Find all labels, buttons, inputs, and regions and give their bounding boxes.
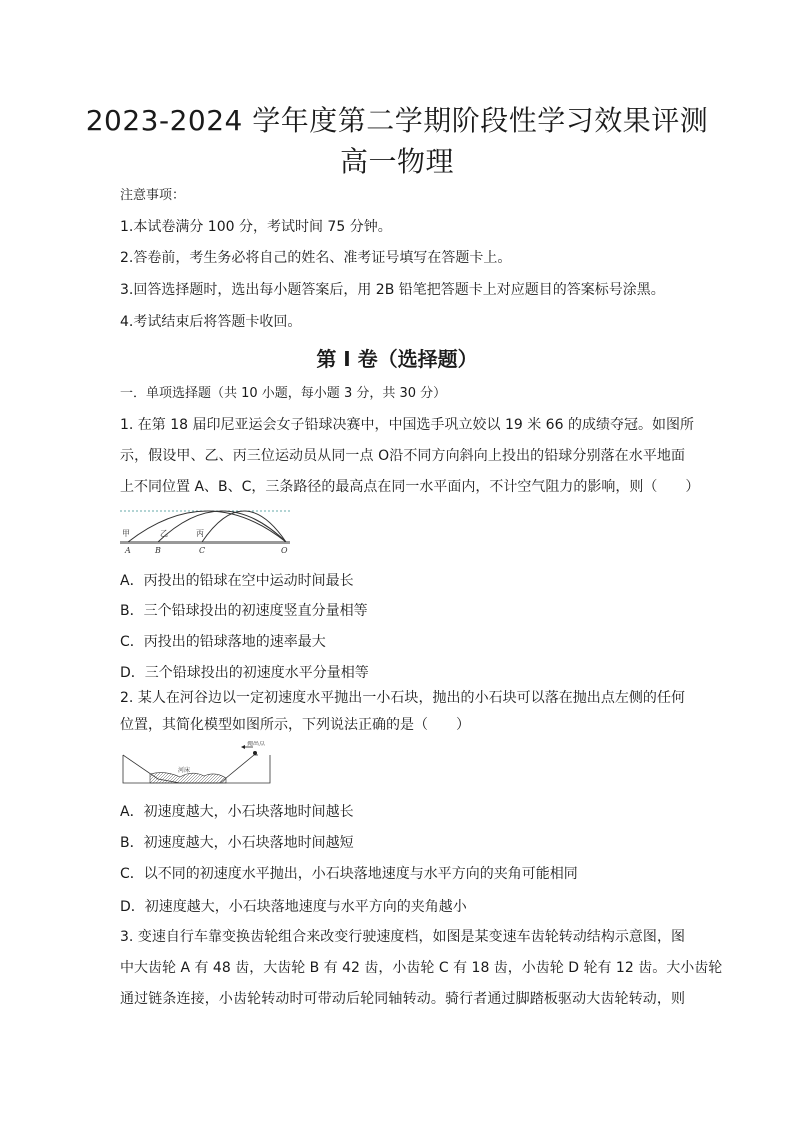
q2-option-c: C．以不同的初速度水平抛出，小石块落地速度与水平方向的夹角可能相同 <box>120 866 578 882</box>
q1-line-2: 示，假设甲、乙、丙三位运动员从同一点 O沿不同方向斜向上投出的铅球分别落在水平地面 <box>120 448 685 464</box>
label-yi: 乙 <box>160 529 168 538</box>
notice-item-1: 1.本试卷满分 100 分，考试时间 75 分钟。 <box>120 219 392 235</box>
notice-heading: 注意事项： <box>120 188 186 203</box>
exam-title: 2023-2024 学年度第二学期阶段性学习效果评测 <box>85 104 709 137</box>
q2-valley-figure <box>120 741 275 787</box>
q1-option-b: B．三个铅球投出的初速度竖直分量相等 <box>120 603 368 619</box>
label-jia: 甲 <box>122 529 130 538</box>
q1-option-c: C．丙投出的铅球落地的速率最大 <box>120 634 326 650</box>
q2-option-a: A．初速度越大，小石块落地时间越长 <box>120 804 354 820</box>
q1-option-a: A．丙投出的铅球在空中运动时间最长 <box>120 573 354 589</box>
q2-option-d: D．初速度越大，小石块落地速度与水平方向的夹角越小 <box>120 899 467 915</box>
q1-line-3: 上不同位置 A、B、C，三条路径的最高点在同一水平面内，不计空气阻力的影响，则（ ） <box>120 479 700 495</box>
label-C: C <box>199 546 206 555</box>
exam-subject: 高一物理 <box>339 145 454 178</box>
section-title: 第 I 卷（选择题） <box>316 347 478 371</box>
q1-option-d: D．三个铅球投出的初速度水平分量相等 <box>120 665 369 681</box>
q3-line-1: 3. 变速自行车靠变换齿轮组合来改变行驶速度档，如图是某变速车齿轮转动结构示意图，图 <box>120 929 685 945</box>
label-throw-point: 抛出点 <box>247 741 266 747</box>
label-B: B <box>155 546 161 555</box>
label-riverbed: 河床 <box>178 767 191 774</box>
part-heading: 一．单项选择题（共 10 小题，每小题 3 分，共 30 分） <box>120 386 447 401</box>
q3-line-2: 中大齿轮 A 有 48 齿，大齿轮 B 有 42 齿，小齿轮 C 有 18 齿，小齿轮 D 轮有 12 齿。大小齿轮 <box>120 960 723 976</box>
q1-line-1: 1. 在第 18 届印尼亚运会女子铅球决赛中，中国选手巩立姣以 19 米 66 的成绩夺冠。如图所 <box>120 417 694 433</box>
label-bing: 丙 <box>196 529 204 538</box>
notice-item-4: 4.考试结束后将答题卡收回。 <box>120 314 302 330</box>
q1-trajectory-figure <box>118 505 293 557</box>
notice-item-3: 3.回答选择题时，选出每小题答案后，用 2B 铅笔把答题卡上对应题目的答案标号涂黑。 <box>120 282 665 298</box>
label-A: A <box>125 546 131 555</box>
q3-line-3: 通过链条连接，小齿轮转动时可带动后轮同轴转动。骑行者通过脚踏板驱动大齿轮转动，则 <box>120 991 685 1007</box>
q2-line-2: 位置，其简化模型如图所示，下列说法正确的是（ ） <box>120 717 470 733</box>
q2-option-b: B．初速度越大，小石块落地时间越短 <box>120 835 354 851</box>
notice-item-2: 2.答卷前，考生务必将自己的姓名、准考证号填写在答题卡上。 <box>120 250 512 266</box>
q2-line-1: 2. 某人在河谷边以一定初速度水平抛出一小石块，抛出的小石块可以落在抛出点左侧的任何 <box>120 690 685 706</box>
label-O: O <box>281 546 288 555</box>
